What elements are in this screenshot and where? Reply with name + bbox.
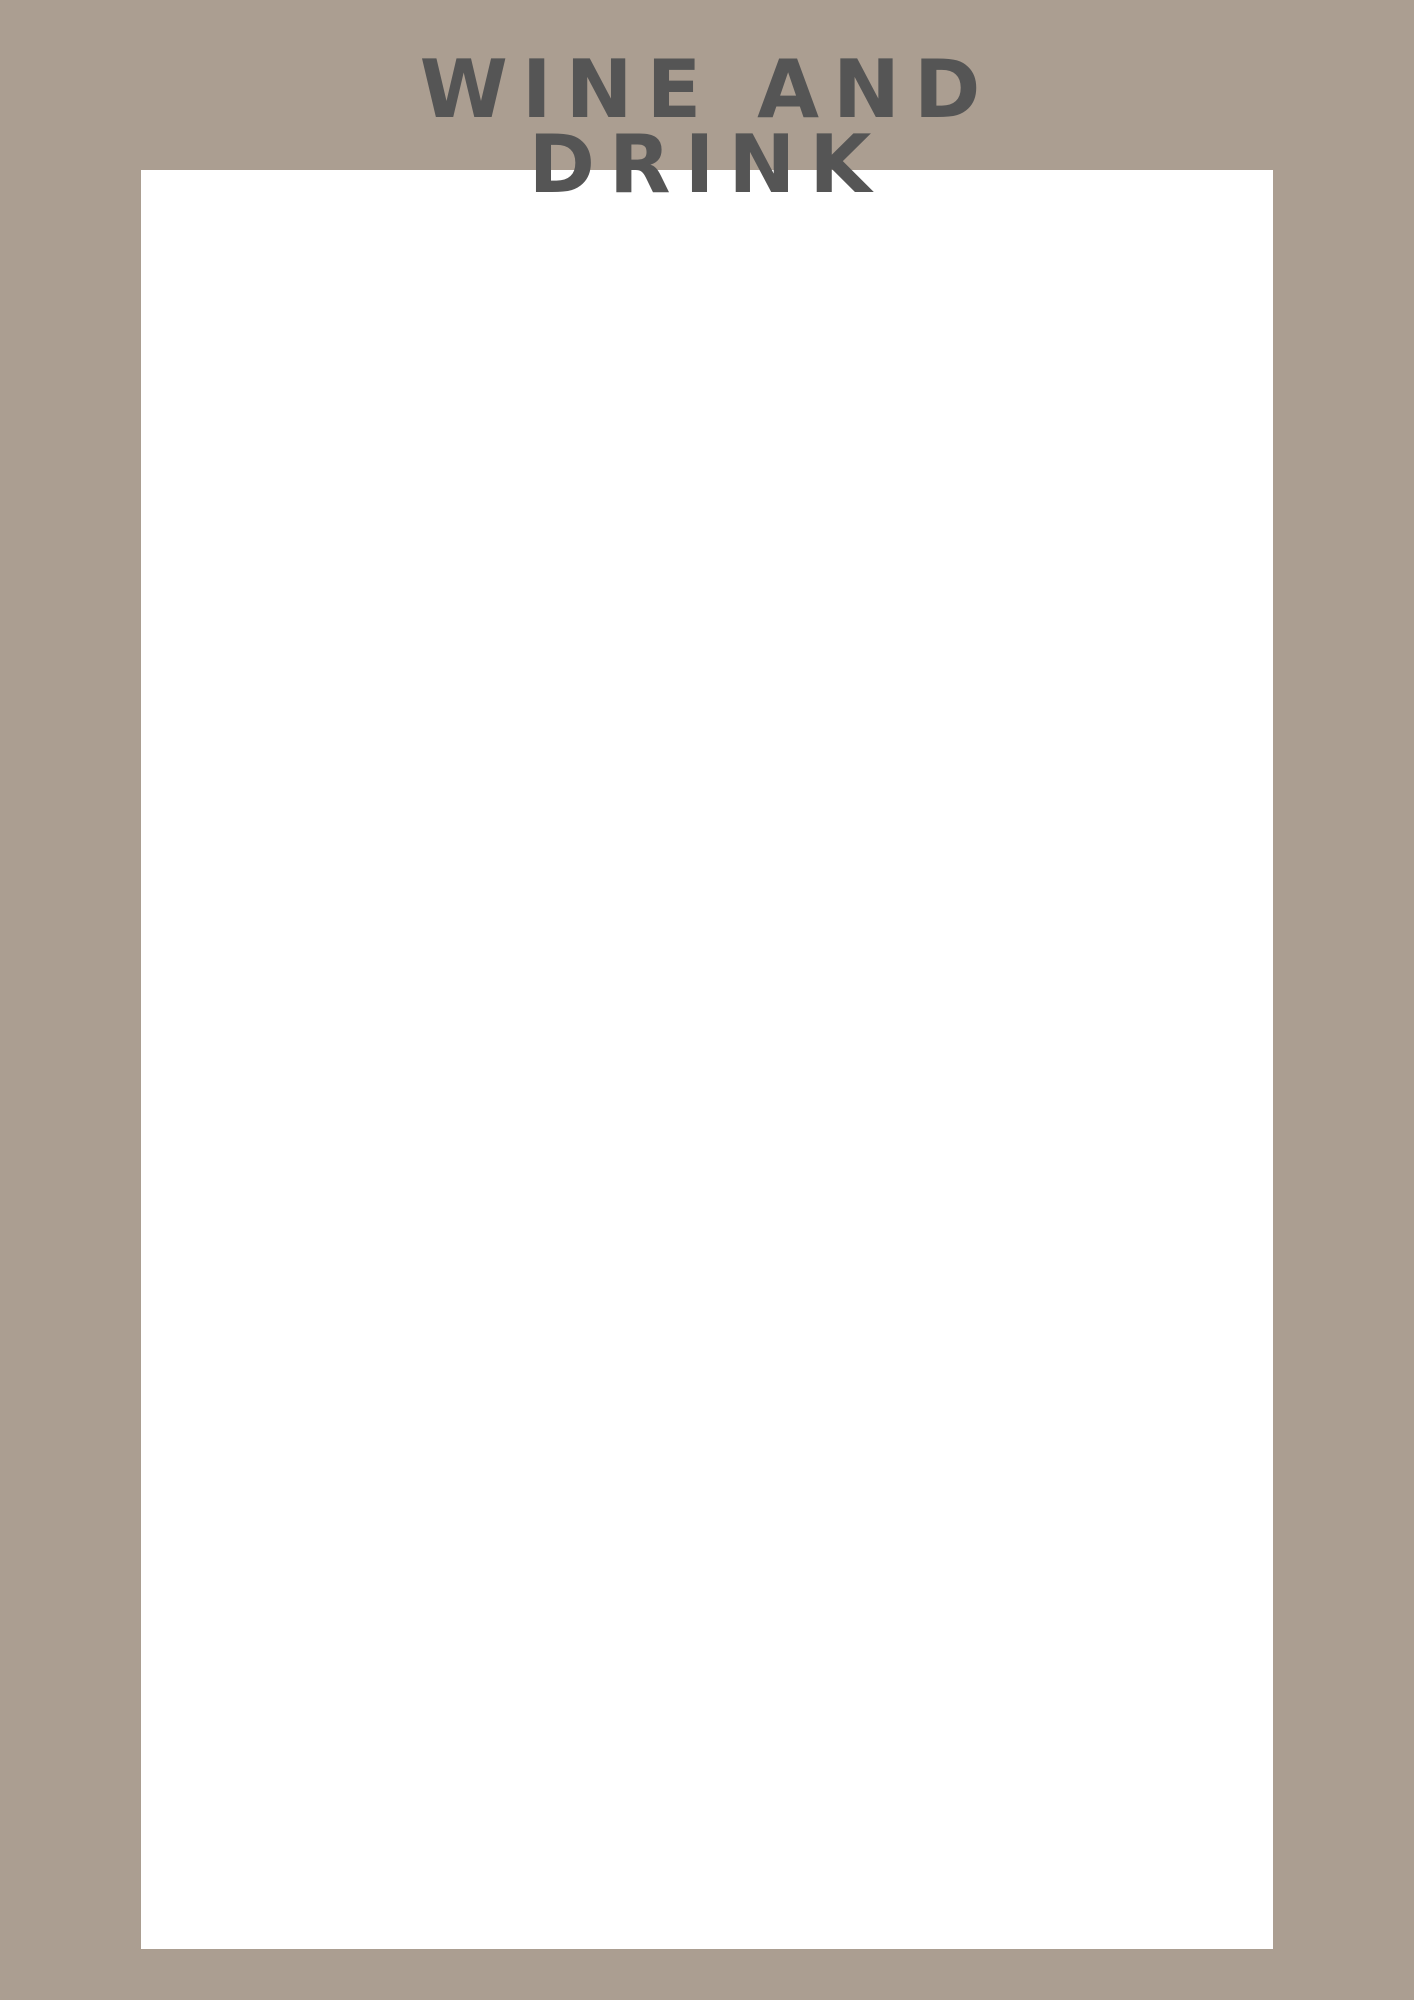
menu-card [141,170,1273,1949]
page-title-line-2: DRINK [528,118,886,211]
page-title-line-1: WINE AND [419,43,995,136]
